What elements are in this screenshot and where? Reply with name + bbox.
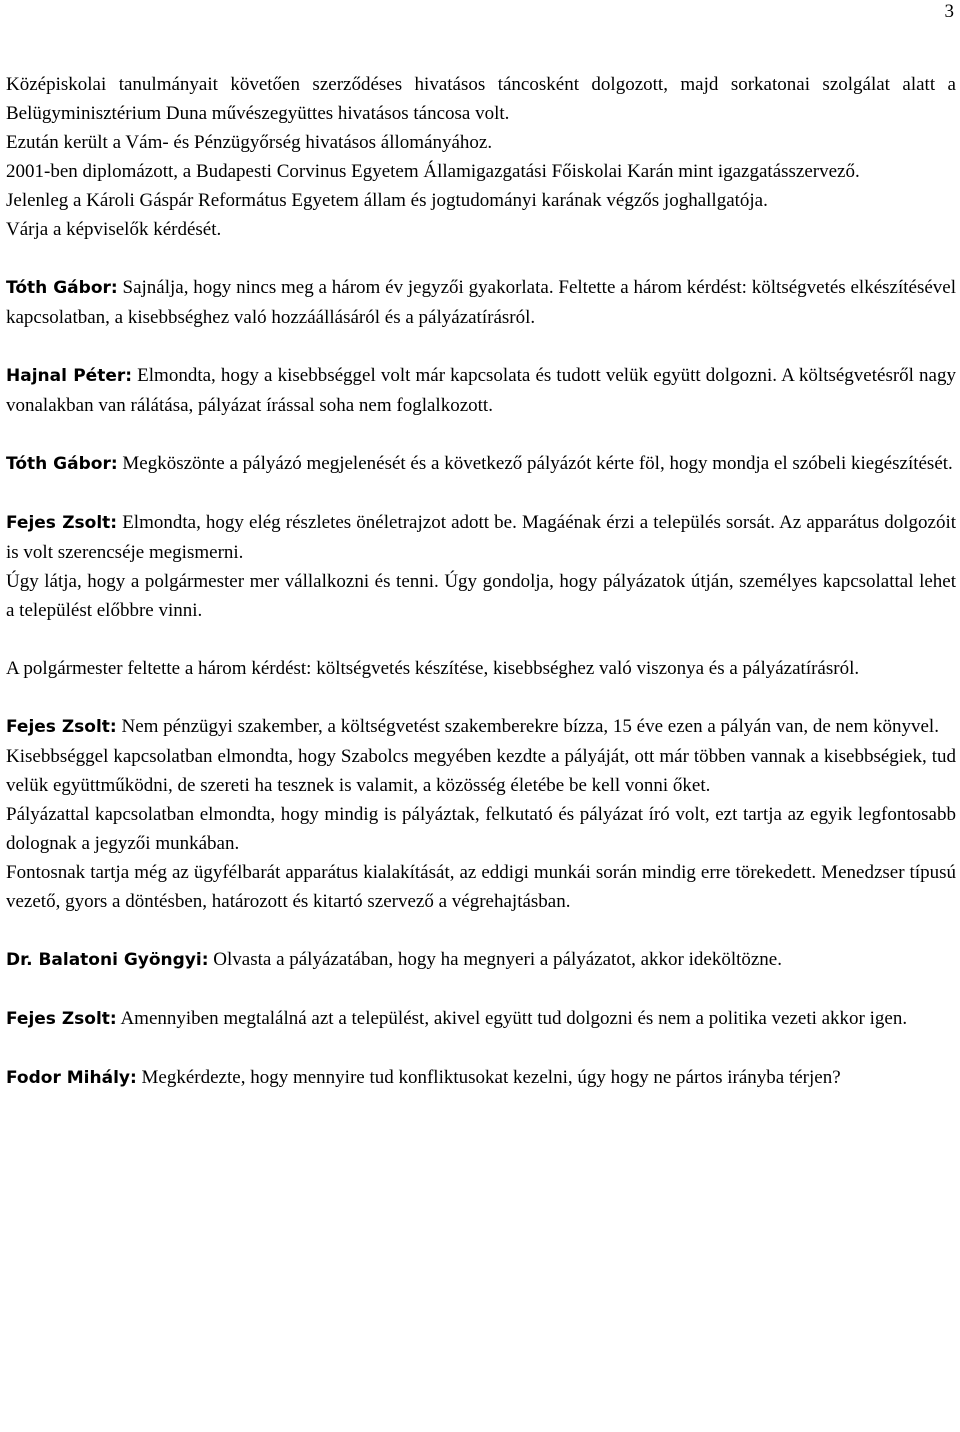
paragraph-text: Elmondta, hogy elég részletes önéletrajzot adott be. Magáénak érzi a település sorsát. Az apparátus dolgozóit is volt szerencséje megismerni. bbox=[6, 512, 957, 563]
speaker-name: Fejes Zsolt: bbox=[6, 717, 117, 737]
paragraph-text: Jelenleg a Károli Gáspár Református Egyetem állam és jogtudományi karának végzős joghallgatója. bbox=[6, 190, 768, 211]
paragraph-spacer bbox=[6, 975, 956, 1004]
paragraph-text: Fontosnak tartja még az ügyfélbarát apparátus kialakítását, az eddigi munkái során mindig erre törekedett. Menedzser típusú vezető, gyors a döntésben, határozott és kitartó szervező a végrehajtásban. bbox=[6, 862, 956, 912]
paragraph-text: Nem pénzügyi szakember, a költségvetést szakemberekre bízza, 15 éve ezen a pályán van, de nem könyvel. bbox=[121, 716, 939, 737]
paragraph bbox=[6, 128, 956, 157]
speaker-name: Fejes Zsolt: bbox=[6, 513, 118, 533]
speaker-paragraph bbox=[6, 449, 956, 479]
paragraph bbox=[6, 654, 956, 683]
speaker-paragraph bbox=[6, 273, 956, 332]
speaker-name: Tóth Gábor: bbox=[6, 278, 118, 298]
speaker-paragraph bbox=[6, 361, 956, 420]
page-number: 3 bbox=[944, 1, 954, 22]
paragraph-text: Ezután került a Vám- és Pénzügyőrség hivatásos állományához. bbox=[6, 132, 493, 153]
paragraph bbox=[6, 567, 956, 625]
paragraph-text: Megköszönte a pályázó megjelenését és a következő pályázót kérte föl, hogy mondja el szóbeli kiegészítését. bbox=[122, 453, 953, 474]
paragraph-spacer bbox=[6, 332, 956, 361]
speaker-paragraph bbox=[6, 712, 956, 742]
paragraph-text: Pályázattal kapcsolatban elmondta, hogy mindig is pályáztak, felkutató és pályázat író volt, ezt tartja az egyik legfontosabb dolognak a jegyzői munkában. bbox=[6, 804, 956, 854]
paragraph bbox=[6, 800, 956, 858]
speaker-paragraph bbox=[6, 1063, 956, 1093]
speaker-paragraph bbox=[6, 1004, 956, 1034]
paragraph-text: Olvasta a pályázatában, hogy ha megnyeri a pályázatot, akkor ideköltözne. bbox=[213, 949, 782, 970]
paragraph-text: Kisebbséggel kapcsolatban elmondta, hogy Szabolcs megyében kezdte a pályáját, ott már többen vannak a kisebbségiek, tud velük együttműködni, de szereti ha tesznek is valamit, a közösség életébe be kell vonni őket. bbox=[6, 746, 956, 796]
speaker-name: Fejes Zsolt: bbox=[6, 1009, 117, 1029]
speaker-name: Hajnal Péter: bbox=[6, 366, 133, 386]
speaker-paragraph bbox=[6, 945, 956, 975]
paragraph-spacer bbox=[6, 479, 956, 508]
paragraph-text: Középiskolai tanulmányait követően szerződéses hivatásos táncosként dolgozott, majd sorkatonai szolgálat alatt a Belügyminisztérium Duna művészegyüttes hivatásos táncosa volt. bbox=[6, 74, 956, 124]
paragraph-spacer bbox=[6, 420, 956, 449]
paragraph-text: Úgy látja, hogy a polgármester mer vállalkozni és tenni. Úgy gondolja, hogy pályázatok útján, személyes kapcsolattal lehet a települést előbbre vinni. bbox=[6, 571, 956, 621]
paragraph-text: Sajnálja, hogy nincs meg a három év jegyzői gyakorlata. Feltette a három kérdést: költségvetés elkészítésével kapcsolatban, a kisebbséghez való hozzáállásáról és a pályázatírásról. bbox=[6, 277, 957, 328]
speaker-name: Dr. Balatoni Gyöngyi: bbox=[6, 950, 209, 970]
paragraph bbox=[6, 157, 956, 186]
paragraph-spacer bbox=[6, 244, 956, 273]
paragraph bbox=[6, 858, 956, 916]
paragraph-spacer bbox=[6, 625, 956, 654]
paragraph-text: Elmondta, hogy a kisebbséggel volt már kapcsolata és tudott velük együtt dolgozni. A költségvetésről nagy vonalakban van rálátása, pályázat írással soha nem foglalkozott. bbox=[6, 365, 956, 416]
paragraph-spacer bbox=[6, 1034, 956, 1063]
paragraph bbox=[6, 215, 956, 244]
paragraph-spacer bbox=[6, 916, 956, 945]
speaker-name: Fodor Mihály: bbox=[6, 1068, 137, 1088]
speaker-name: Tóth Gábor: bbox=[6, 454, 118, 474]
paragraph-text: Amennyiben megtalálná azt a települést, akivel együtt tud dolgozni és nem a politika vezeti akkor igen. bbox=[120, 1008, 908, 1029]
paragraph bbox=[6, 186, 956, 215]
paragraph bbox=[6, 70, 956, 128]
paragraph-text: Várja a képviselők kérdését. bbox=[6, 219, 222, 240]
speaker-paragraph bbox=[6, 508, 956, 567]
document-body bbox=[6, 70, 956, 1093]
paragraph-text: A polgármester feltette a három kérdést: költségvetés készítése, kisebbséghez való viszonya és a pályázatírásról. bbox=[6, 658, 860, 679]
paragraph-spacer bbox=[6, 683, 956, 712]
paragraph-text: 2001-ben diplomázott, a Budapesti Corvinus Egyetem Államigazgatási Főiskolai Karán mint igazgatásszervező. bbox=[6, 161, 860, 182]
paragraph-text: Megkérdezte, hogy mennyire tud konfliktusokat kezelni, úgy hogy ne pártos irányba térjen? bbox=[141, 1067, 841, 1088]
paragraph bbox=[6, 742, 956, 800]
